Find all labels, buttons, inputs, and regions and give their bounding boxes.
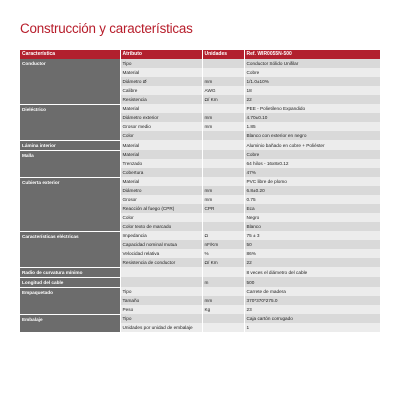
unit-cell: m: [202, 277, 244, 287]
attribute-cell: Unidades por unidad de embalaje: [120, 323, 202, 332]
value-cell: 500: [244, 277, 380, 287]
category-cell: Características eléctricas: [20, 231, 120, 267]
unit-cell: [202, 68, 244, 77]
attribute-cell: Tipo: [120, 59, 202, 68]
attribute-cell: Trenzado: [120, 159, 202, 168]
value-cell: 0.75: [244, 195, 380, 204]
attribute-cell: Impedancia: [120, 231, 202, 240]
attribute-cell: Diámetro: [120, 186, 202, 195]
attribute-cell: Material: [120, 150, 202, 159]
table-row: [20, 287, 380, 296]
category-cell: Empaquetado: [20, 287, 120, 314]
value-cell: PVC libre de plomo: [244, 177, 380, 186]
category-cell: Malla: [20, 150, 120, 177]
category-cell: Conductor: [20, 59, 120, 104]
value-cell: 22: [244, 95, 380, 104]
value-cell: 22: [244, 258, 380, 267]
table-row: [20, 177, 380, 186]
value-cell: Blanco con exterior en negro: [244, 131, 380, 140]
unit-cell: mm: [202, 122, 244, 131]
unit-cell: Ω/ Km: [202, 95, 244, 104]
unit-cell: [202, 59, 244, 68]
unit-cell: mm: [202, 296, 244, 305]
table-row: [20, 267, 380, 277]
category-cell: Cubierta exterior: [20, 177, 120, 231]
header-reference: Ref. WIR0055N-500: [244, 50, 380, 59]
unit-cell: [202, 159, 244, 168]
unit-cell: [202, 213, 244, 222]
value-cell: Caja cartón corrugado: [244, 314, 380, 323]
table-row: [20, 150, 380, 159]
unit-cell: Kg: [202, 305, 244, 314]
unit-cell: [202, 177, 244, 186]
attribute-cell: Material: [120, 68, 202, 77]
attribute-cell: Color: [120, 213, 202, 222]
value-cell: 75 ± 3: [244, 231, 380, 240]
value-cell: 1: [244, 323, 380, 332]
value-cell: Aluminio bañado en cobre + Poliéster: [244, 140, 380, 150]
value-cell: 86%: [244, 249, 380, 258]
unit-cell: nF/Km: [202, 240, 244, 249]
unit-cell: [202, 168, 244, 177]
header-caracteristica: Característica: [20, 50, 120, 59]
value-cell: PEE - Polietileno Expandido: [244, 104, 380, 113]
attribute-cell: Color: [120, 131, 202, 140]
value-cell: 18: [244, 86, 380, 95]
table-header-row: [20, 50, 380, 59]
page-title: Construcción y características: [20, 21, 193, 36]
value-cell: 64 hilos - 16x8x0.12: [244, 159, 380, 168]
value-cell: Cobre: [244, 68, 380, 77]
attribute-cell: [120, 277, 202, 287]
attribute-cell: Capacidad nominal mutua: [120, 240, 202, 249]
attribute-cell: Material: [120, 140, 202, 150]
attribute-cell: Material: [120, 104, 202, 113]
value-cell: 8 veces el diámetro del cable: [244, 267, 380, 277]
unit-cell: [202, 314, 244, 323]
value-cell: 1/1.0±10%: [244, 77, 380, 86]
category-cell: Embalaje: [20, 314, 120, 332]
value-cell: Conductor Sólido Unifilar: [244, 59, 380, 68]
table-row: [20, 59, 380, 68]
unit-cell: CPR: [202, 204, 244, 213]
attribute-cell: Grosor: [120, 195, 202, 204]
attribute-cell: Velocidad relativa: [120, 249, 202, 258]
unit-cell: mm: [202, 77, 244, 86]
value-cell: Negro: [244, 213, 380, 222]
category-cell: Lámina interior: [20, 140, 120, 150]
unit-cell: Ω: [202, 231, 244, 240]
attribute-cell: Resistencia: [120, 95, 202, 104]
table-row: [20, 104, 380, 113]
unit-cell: [202, 323, 244, 332]
value-cell: 23: [244, 305, 380, 314]
value-cell: 50: [244, 240, 380, 249]
unit-cell: %: [202, 249, 244, 258]
value-cell: Carrete de madera: [244, 287, 380, 296]
attribute-cell: Grosor medio: [120, 122, 202, 131]
attribute-cell: Peso: [120, 305, 202, 314]
attribute-cell: Cobertura: [120, 168, 202, 177]
category-cell: Longitud del cable: [20, 277, 120, 287]
attribute-cell: Calibre: [120, 86, 202, 95]
spec-table: [20, 50, 381, 333]
unit-cell: Ω/ Km: [202, 258, 244, 267]
unit-cell: [202, 131, 244, 140]
table-row: [20, 314, 380, 323]
attribute-cell: Diámetro exterior: [120, 113, 202, 122]
unit-cell: [202, 267, 244, 277]
attribute-cell: Reacción al fuego (CPR): [120, 204, 202, 213]
header-unidades: Unidades: [202, 50, 244, 59]
unit-cell: mm: [202, 195, 244, 204]
header-atributo: Atributo: [120, 50, 202, 59]
unit-cell: [202, 140, 244, 150]
unit-cell: [202, 150, 244, 159]
attribute-cell: Material: [120, 177, 202, 186]
unit-cell: mm: [202, 186, 244, 195]
value-cell: 370*370*275.0: [244, 296, 380, 305]
value-cell: Cobre: [244, 150, 380, 159]
unit-cell: mm: [202, 113, 244, 122]
value-cell: 1.85: [244, 122, 380, 131]
attribute-cell: [120, 267, 202, 277]
value-cell: Eca: [244, 204, 380, 213]
value-cell: 6.8±0.20: [244, 186, 380, 195]
value-cell: 47%: [244, 168, 380, 177]
unit-cell: [202, 222, 244, 231]
attribute-cell: Tipo: [120, 287, 202, 296]
attribute-cell: Resistencia de conductor: [120, 258, 202, 267]
unit-cell: [202, 104, 244, 113]
attribute-cell: Tipo: [120, 314, 202, 323]
category-cell: Dieléctrico: [20, 104, 120, 140]
category-cell: Radio de curvatura mínimo: [20, 267, 120, 277]
unit-cell: [202, 287, 244, 296]
value-cell: 4.70±0.10: [244, 113, 380, 122]
attribute-cell: Tamaño: [120, 296, 202, 305]
unit-cell: AWG: [202, 86, 244, 95]
table-row: [20, 231, 380, 240]
table-row: [20, 277, 380, 287]
attribute-cell: Color texto de marcado: [120, 222, 202, 231]
value-cell: Blanco: [244, 222, 380, 231]
table-row: [20, 140, 380, 150]
attribute-cell: Diámetro Ø: [120, 77, 202, 86]
